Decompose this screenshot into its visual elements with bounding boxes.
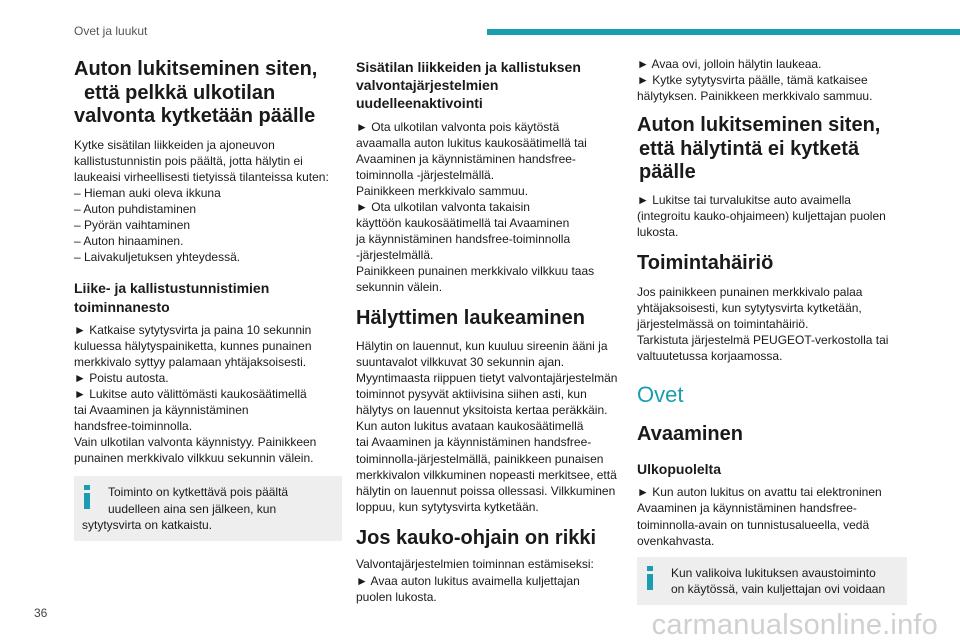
column-3	[637, 54, 907, 605]
page-number: 36	[34, 606, 48, 620]
info-box-selective-unlock: Kun valikoiva lukituksen avaustoiminto on käytössä, vain kuljettajan ovi voidaan	[637, 557, 907, 605]
info-box: Toiminto on kytkettävä pois päältä uudelleen aina sen jälkeen, kun sytytysvirta on katkaistu.	[74, 476, 342, 540]
paragraph-alarm-triggered: Hälytin on lauennut, kun kuuluu sireenin ääni ja suuntavalot vilkkuvat 30 sekunnin ajan. Myyntimaasta riippuen tietyt valvontajärjestelmän toiminnot pysyvät aktiivisina siihen asti, kun hälytys on lauennut yksitoista kertaa peräkkäin. Kun auton lukitus avataan kaukosäätimellä tai Avaaminen ja käynnistäminen handsfree- toiminnolla-järjestelmällä, painikkeen punaisen merkkivalon vilkkuminen nopeasti merkitsee, että hälytin on lauennut poissa ollessasi. Vilkkuminen loppuu, kun sytytysvirta kytketään.	[356, 339, 618, 514]
paragraph-from-outside: ► Kun auton lukitus on avattu tai elektroninen Avaaminen ja käynnistäminen handsfree- toiminnolla-avain on tunnistusalueella, vedä ovenkahvasta.	[637, 485, 882, 548]
heading-reactivation: Sisätilan liikkeiden ja kallistuksen valvontajärjestelmien uudelleenaktivointi	[356, 59, 581, 112]
watermark: carmanualsonline.info	[651, 609, 938, 641]
info-icon	[645, 566, 655, 590]
paragraph-reactivation: ► Ota ulkotilan valvonta pois käytöstä avaamalla auton lukitus kaukosäätimellä tai Avaaminen ja käynnistäminen handsfree- toiminnolla -järjestelmällä. Painikkeen merkkivalo sammuu. ► Ota ulkotilan valvonta takaisin käyttöön kaukosäätimellä tai Avaaminen ja käynnistäminen handsfree-toiminnolla -järjestelmällä. Painikkeen punainen merkkivalo vilkkuu taas sekunnin välein.	[356, 119, 595, 295]
info-icon	[82, 485, 92, 509]
section-title-doors: Ovet	[637, 382, 684, 408]
column-2	[356, 54, 626, 605]
paragraph-malfunction: Jos painikkeen punainen merkkivalo palaa yhtäjaksoisesti, kun sytytysvirta kytketään, järjestelmässä on toimintahäiriö. Tarkistuta järjestelmä PEUGEOT-verkostolla tai valtuutetussa korjaamossa.	[637, 284, 889, 364]
paragraph-remote-broken: Valvontajärjestelmien toiminnan estämiseksi: ► Avaa auton lukitus avaimella kuljettajan puolen lukosta.	[356, 557, 594, 604]
heading-remote-broken: Jos kauko-ohjain on rikki	[356, 526, 597, 549]
heading-lock-exterior-only: Auton lukitseminen siten, että pelkkä ulkotilan valvonta kytketään päälle	[74, 58, 318, 128]
column-1	[74, 54, 342, 541]
chapter-title: Ovet ja luukut	[74, 24, 148, 38]
heading-sensor-disable: Liike- ja kallistustunnistimien toiminnanesto	[74, 280, 270, 315]
paragraph-lock-without-alarm: ► Lukitse tai turvalukitse auto avaimella (integroitu kauko-ohjaimeen) kuljettajan puolen lukosta.	[637, 193, 886, 240]
heading-opening: Avaaminen	[637, 422, 743, 445]
header-accent-bar	[487, 29, 960, 35]
paragraph-open-door: ► Avaa ovi, jolloin hälytin laukeaa. ► Kytke sytytysvirta päälle, tämä katkaisee hälytyksen. Painikkeen merkkivalo sammuu.	[637, 57, 873, 104]
heading-lock-without-alarm: Auton lukitseminen siten, että hälytintä ei kytketä päälle	[637, 114, 881, 184]
heading-from-outside: Ulkopuolelta	[637, 461, 722, 478]
paragraph-intro: Kytke sisätilan liikkeiden ja ajoneuvon kallistustunnistin pois päältä, jotta hälytin ei laukeaisi virheellisesti tietyissä tilanteissa kuten: – Hieman auki oleva ikkuna – Auton puhdistaminen – Pyörän vaihtaminen – Auton hinaaminen. – Laivakuljetuksen yhteydessä.	[74, 137, 329, 265]
heading-malfunction: Toimintahäiriö	[637, 252, 774, 275]
paragraph-sensor-disable: ► Katkaise sytytysvirta ja paina 10 sekunnin kuluessa hälytyspainiketta, kunnes punainen merkkivalo syttyy palamaan yhtäjaksoisesti. ► Poistu autosta. ► Lukitse auto välittömästi kaukosäätimellä tai Avaaminen ja käynnistäminen handsfree-toiminnolla. Vain ulkotilan valvonta käynnistyy. Painikkeen punainen merkkivalo vilkkuu sekunnin välein.	[74, 322, 317, 466]
heading-alarm-triggered: Hälyttimen laukeaminen	[356, 307, 585, 330]
